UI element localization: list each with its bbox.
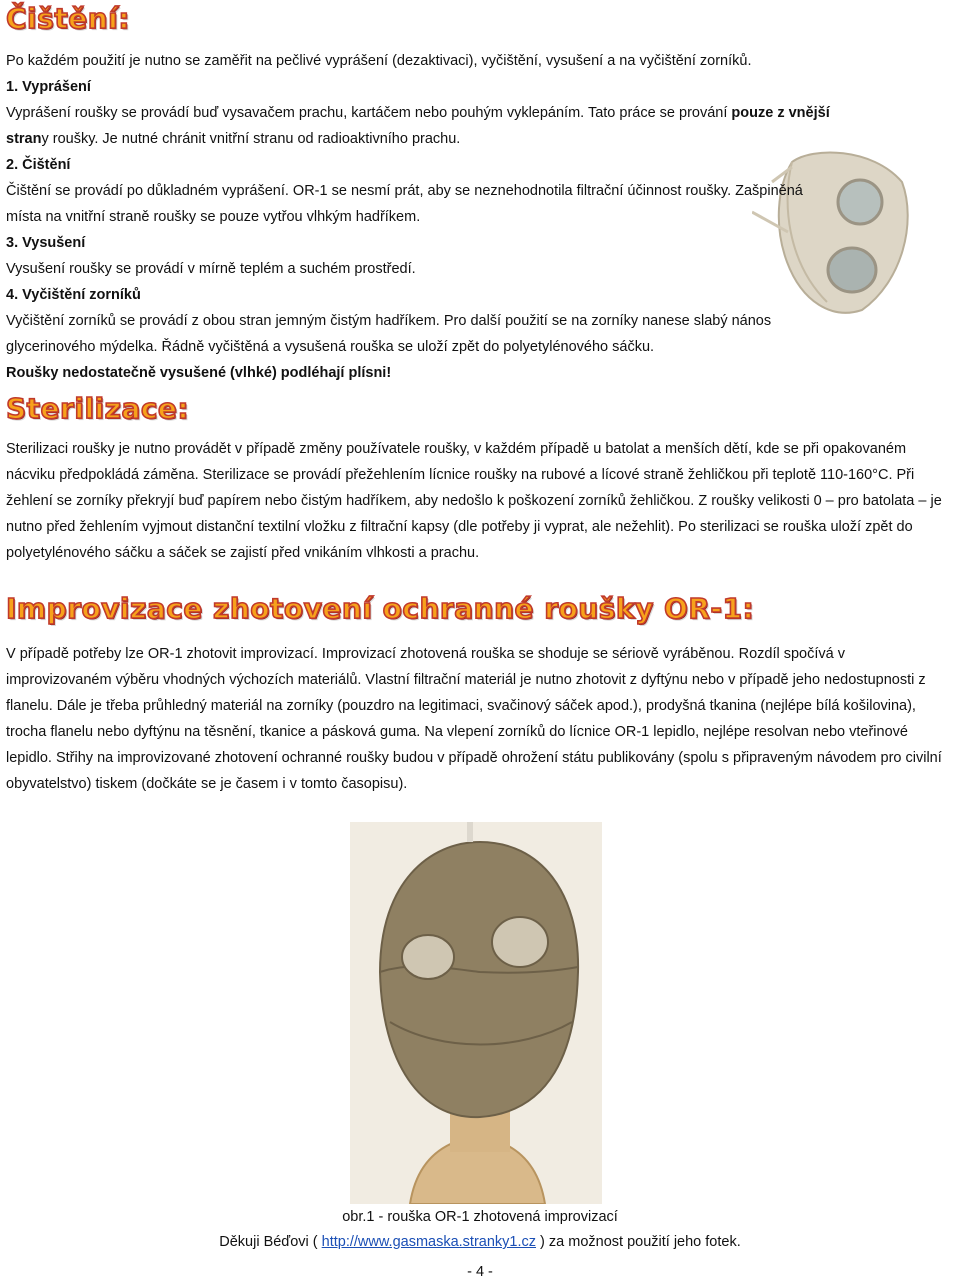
- step1-text-line1: Vyprášení roušky se provádí buď vysavačem prachu, kartáčem nebo pouhým vyklepáním. Tato práce se prování pouze z vnější: [6, 105, 830, 121]
- improvised-mask-photo: [350, 822, 602, 1204]
- step3-heading: 3. Vysušení: [6, 235, 86, 251]
- step4-text-line1: Vyčištění zorníků se provádí z obou stran jemným čistým hadříkem. Pro další použití se na zorníky nanese slabý nános: [6, 313, 772, 329]
- step4-heading: 4. Vyčištění zorníků: [6, 287, 141, 303]
- footer-thanks: Děkuji Béďovi ( http://www.gasmaska.stranky1.cz ) za možnost použití jeho fotek.: [219, 1234, 741, 1250]
- sterilizace-text: Sterilizaci roušky je nutno provádět v případě změny používatele roušky, v každém případě u batolat a menších dětí, kde se při opakovaném nácviku předpokládá záměna. Sterilizace se provádí přežehlením lícnice roušky na rubové a lícové straně žehličkou při teplotě 110-160°C. Při žehlení se zorníky překryjí buď papírem nebo čistým hadříkem, aby nedošlo k poškození zorníků žehličkou. Z roušky velikosti 0 – pro batolata – je nutno před žehlením vyjmout distanční textilní vložku z filtrační kapsy (dle potřeby ji vyprat, ale nežehlit). Po sterilizaci se rouška uloží zpět do polyetylénového sáčku a sáček se zajistí před vnikáním vlhkosti a prachu.: [6, 441, 942, 561]
- heading-cisteni: Čištění:: [6, 2, 130, 35]
- step1-heading: 1. Vyprášení: [6, 79, 91, 95]
- step3-text: Vysušení roušky se provádí v mírně teplém a suchém prostředí.: [6, 261, 416, 277]
- heading-sterilizace: Sterilizace:: [6, 392, 190, 425]
- step2-text-line1: Čištění se provádí po důkladném vyprášení. OR-1 se nesmí prát, aby se neznehodnotila filtrační účinnost roušky. Zašpiněná: [6, 183, 803, 199]
- step2-text-line2: místa na vnitřní straně roušky se pouze vytřou vlhkým hadříkem.: [6, 209, 421, 225]
- step2-heading: 2. Čištění: [6, 157, 71, 173]
- intro-text: Po každém použití je nutno se zaměřit na pečlivé vyprášení (dezaktivaci), vyčištění, vysušení a na vyčištění zorníků.: [6, 53, 752, 69]
- heading-improvizace: Improvizace zhotovení ochranné roušky OR-1:: [6, 592, 755, 625]
- improvizace-text: V případě potřeby lze OR-1 zhotovit improvizací. Improvizací zhotovená rouška se shoduje se sériově vyráběnou. Rozdíl spočívá v improvizovaném výběru vhodných výchozích materiálů. Vlastní filtrační materiál je nutno zhotovit z dyftýnu nebo v případě jeho nedostupnosti z flanelu. Dále je třeba průhledný materiál na zorníky (pouzdro na legitimaci, svačinový sáček apod.), prodyšná tkanina (nejlépe bílá košilovina), trocha flanelu nebo dyftýnu na těsnění, tkanice a pásková guma. Na vlepení zorníků do lícnice OR-1 lepidlo, nejlépe resolvan nebo vteřinové lepidlo. Střihy na improvizované zhotovení ochranné roušky budou v případě ohrožení státu publikovány (spolu s připraveným návodem pro civilní obyvatelstvo) tiskem (dočkáte se je časem i v tomto časopisu).: [6, 646, 942, 792]
- source-link[interactable]: http://www.gasmaska.stranky1.cz: [321, 1234, 537, 1250]
- figure-caption: obr.1 - rouška OR-1 zhotovená improvizací: [342, 1209, 618, 1225]
- step1-text-line2: strany roušky. Je nutné chránit vnitřní stranu od radioaktivního prachu.: [6, 131, 461, 147]
- step4-text-line2: glycerinového mýdelka. Řádně vyčištěná a vysušená rouška se uloží zpět do polyetylénového sáčku.: [6, 339, 655, 355]
- page-number: - 4 -: [467, 1264, 493, 1280]
- warning-text: Roušky nedostatečně vysušené (vlhké) podléhají plísni!: [6, 365, 392, 381]
